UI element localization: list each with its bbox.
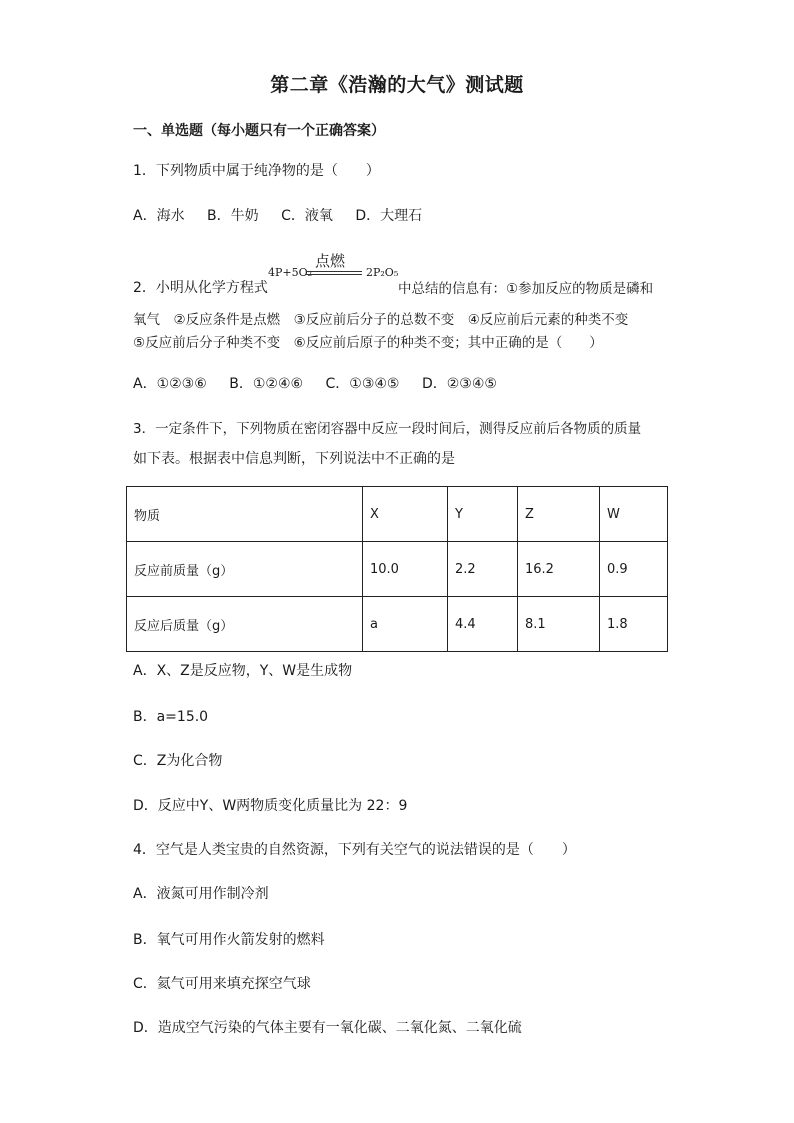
q4-option-d: D．造成空气污染的气体主要有一氧化碳、二氧化氮、二氧化硫	[133, 1020, 522, 1036]
equation-arrow-line-bottom	[306, 274, 362, 275]
table-cell: Y	[448, 487, 518, 542]
table-cell: a	[363, 597, 448, 652]
q3-option-d: D．反应中Y、W两物质变化质量比为 22：9	[133, 798, 408, 814]
table-cell: 2.2	[448, 542, 518, 597]
question-3-stem-line1: 3．一定条件下，下列物质在密闭容器中反应一段时间后，测得反应前后各物质的质量	[133, 421, 642, 437]
equation-reactants: 4P+5O₂	[268, 266, 313, 279]
table-cell: 16.2	[518, 542, 600, 597]
table-cell: 8.1	[518, 597, 600, 652]
equation-arrow-line-top	[306, 271, 362, 272]
q2-option-c: C．①③④⑤	[325, 376, 400, 392]
question-1-stem: 1．下列物质中属于纯净物的是（ ）	[133, 163, 380, 179]
q4-option-b: B．氧气可用作火箭发射的燃料	[133, 932, 325, 948]
equation-condition: 点燃	[315, 252, 346, 270]
q1-option-a: A．海水	[133, 208, 185, 224]
q2-option-d: D．②③④⑤	[421, 376, 497, 392]
chemical-equation	[268, 250, 398, 288]
table-cell: 反应后质量（g）	[127, 597, 363, 652]
question-4-stem: 4．空气是人类宝贵的自然资源，下列有关空气的说法错误的是（ ）	[133, 842, 576, 858]
q2-option-b: B．①②④⑥	[229, 376, 304, 392]
section-heading: 一、单选题（每小题只有一个正确答案）	[133, 123, 385, 139]
mass-table	[126, 486, 668, 652]
q1-option-b: B．牛奶	[207, 208, 259, 224]
q4-option-a: A．液氮可用作制冷剂	[133, 886, 269, 902]
table-cell: W	[600, 487, 668, 542]
table-cell: Z	[518, 487, 600, 542]
table-cell: 10.0	[363, 542, 448, 597]
question-2-prefix: 2．小明从化学方程式	[133, 280, 268, 296]
table-row	[127, 542, 668, 597]
table-cell: 反应前质量（g）	[127, 542, 363, 597]
question-2-line3: ⑤反应前后分子种类不变 ⑥反应前后原子的种类不变；其中正确的是（ ）	[133, 335, 603, 351]
q4-option-c: C．氦气可用来填充探空气球	[133, 976, 311, 992]
equation-products: 2P₂O₅	[366, 266, 399, 279]
q1-option-d: D．大理石	[355, 208, 423, 224]
q3-option-c: C．Z为化合物	[133, 753, 223, 769]
table-header-row	[127, 487, 668, 542]
table-cell: X	[363, 487, 448, 542]
question-2-suffix: 中总结的信息有：①参加反应的物质是磷和	[398, 281, 654, 297]
table-row	[127, 597, 668, 652]
table-cell: 物质	[127, 487, 363, 542]
question-1-options	[133, 205, 440, 225]
q3-option-a: A．X、Z是反应物，Y、W是生成物	[133, 663, 353, 679]
table-cell: 1.8	[600, 597, 668, 652]
table-cell: 0.9	[600, 542, 668, 597]
question-3-stem-line2: 如下表。根据表中信息判断，下列说法中不正确的是	[133, 451, 455, 467]
q2-option-a: A．①②③⑥	[133, 376, 207, 392]
table-cell: 4.4	[448, 597, 518, 652]
q1-option-c: C．液氧	[281, 208, 333, 224]
question-2-options	[133, 373, 515, 393]
question-2-line2: 氧气 ②反应条件是点燃 ③反应前后分子的总数不变 ④反应前后元素的种类不变	[133, 312, 629, 328]
page-title: 第二章《浩瀚的大气》测试题	[270, 74, 524, 96]
q3-option-b: B．a=15.0	[133, 709, 209, 725]
